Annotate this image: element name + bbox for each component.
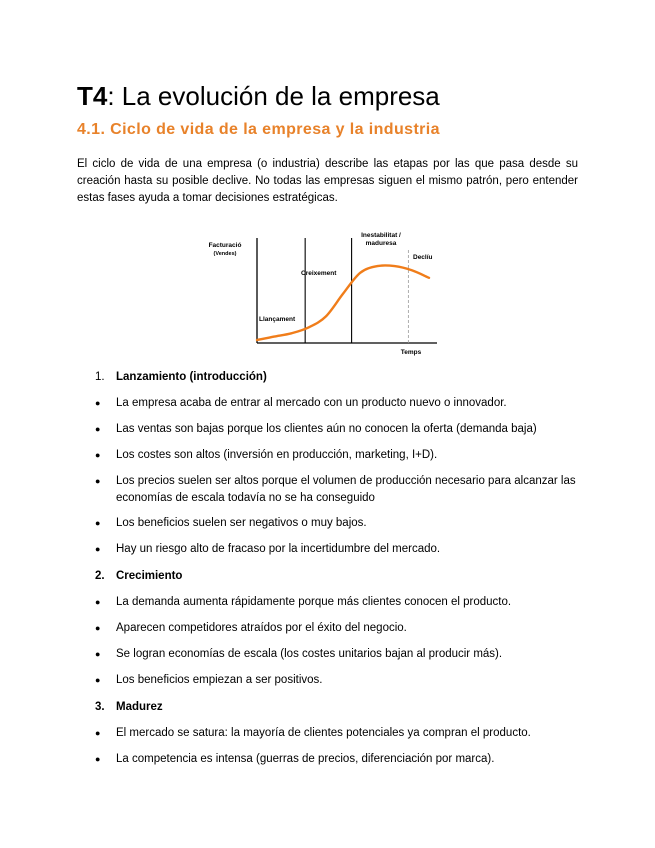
bullet-text: Los beneficios empiezan a ser positivos.	[116, 674, 323, 686]
bullet-text: Se logran economías de escala (los costes unitarios bajan al producir más).	[116, 648, 503, 660]
bullet-text: Aparecen competidores atraídos por el éxito del negocio.	[116, 622, 407, 634]
bullet-text: La empresa acaba de entrar al mercado con un producto nuevo o innovador.	[116, 397, 507, 409]
section-2-number: 2.	[95, 570, 105, 582]
bullet-icon: ●	[95, 398, 101, 408]
list-item	[95, 473, 577, 507]
life-cycle-chart	[197, 226, 447, 361]
section-3-title: Madurez	[116, 701, 163, 713]
title-text: : La evolución de la empresa	[107, 81, 440, 111]
section-1-number: 1.	[95, 371, 105, 383]
bullet-text: Los beneficios suelen ser negativos o muy bajos.	[116, 517, 367, 529]
bullet-text: La competencia es intensa (guerras de precios, diferenciación por marca).	[116, 753, 495, 765]
bullet-icon: ●	[95, 649, 101, 659]
section-subtitle: 4.1. Ciclo de vida de la empresa y la industria	[77, 121, 440, 138]
section-2-title: Crecimiento	[116, 570, 183, 582]
stage-label-maturity-1: Inestabilitat /	[361, 232, 401, 239]
bullet-icon: ●	[95, 597, 101, 607]
stage-label-maturity-2: maduresa	[365, 240, 397, 247]
stage-label-growth: Creixement	[301, 270, 337, 277]
y-axis-label: Facturació	[208, 242, 242, 249]
bullet-icon: ●	[95, 754, 101, 764]
stage-boundaries	[305, 238, 408, 343]
bullet-text: Hay un riesgo alto de fracaso por la incertidumbre del mercado.	[116, 543, 441, 555]
section-1-title: Lanzamiento (introducción)	[116, 371, 267, 383]
bullet-icon: ●	[95, 623, 101, 633]
bullet-text: Los precios suelen ser altos porque el volumen de producción necesario para alcanzar las economías de escala todavía no se ha conseguido	[116, 475, 576, 504]
stage-label-launch: Llançament	[259, 316, 296, 323]
section-3-number: 3.	[95, 701, 105, 713]
page-title	[77, 78, 440, 114]
title-code: T4	[77, 81, 108, 111]
x-axis-label: Temps	[400, 349, 422, 356]
bullet-icon: ●	[95, 518, 101, 528]
bullet-icon: ●	[95, 544, 101, 554]
bullet-text: El mercado se satura: la mayoría de clientes potenciales ya compran el producto.	[116, 727, 531, 739]
chart-labels	[209, 232, 433, 356]
chart-axes	[257, 238, 437, 343]
bullet-text: La demanda aumenta rápidamente porque más clientes conocen el producto.	[116, 596, 512, 608]
bullet-icon: ●	[95, 450, 101, 460]
bullet-icon: ●	[95, 728, 101, 738]
bullet-text: Los costes son altos (inversión en producción, marketing, I+D).	[116, 449, 438, 461]
sales-curve	[257, 265, 429, 340]
bullet-icon: ●	[95, 675, 101, 685]
bullet-icon: ●	[95, 424, 101, 434]
bullet-text: Las ventas son bajas porque los clientes aún no conocen la oferta (demanda baja)	[116, 423, 537, 435]
bullet-icon: ●	[95, 476, 101, 486]
intro-paragraph: El ciclo de vida de una empresa (o industria) describe las etapas por las que pasa desde su creación hasta su posible declive. No todas las empresas siguen el mismo patrón, pero entender estas fases ayuda a tomar decisiones estratégicas.	[77, 158, 578, 204]
y-axis-sublabel: (Vendes)	[213, 251, 237, 257]
stage-label-decline: Declíu	[413, 254, 433, 261]
